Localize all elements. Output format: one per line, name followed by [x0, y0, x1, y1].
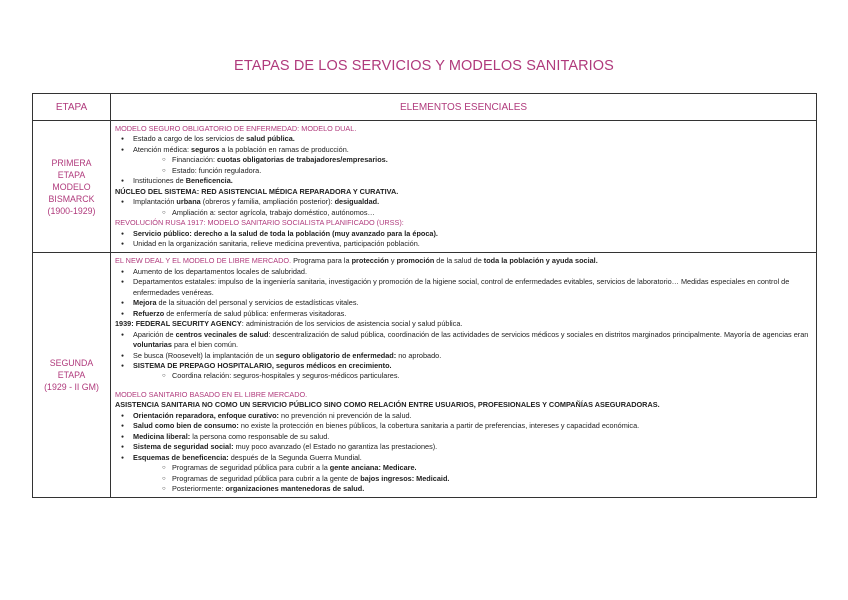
text-segment: la persona como responsable de su salud. — [190, 431, 330, 441]
text-segment: Estado: función reguladora. — [172, 165, 262, 175]
text-segment: Posteriormente: — [172, 483, 226, 493]
text-segment: Mejora — [133, 298, 157, 308]
text-segment: (obreros y familia, ampliación posterior): — [200, 197, 335, 207]
text-segment: Implantación — [133, 197, 177, 207]
section-line — [115, 390, 812, 400]
text-segment: Servicio público: derecho a la salud de toda la población (muy avanzado para la época). — [133, 228, 438, 238]
page-title: ETAPAS DE LOS SERVICIOS Y MODELOS SANITARIOS — [234, 58, 614, 74]
text-segment: Salud como bien de consumo: — [133, 421, 239, 431]
text-segment: REVOLUCIÓN RUSA 1917: MODELO SANITARIO SOCIALISTA PLANIFICADO (URSS): — [115, 218, 404, 228]
section-line — [115, 319, 812, 329]
bullet-item — [115, 421, 812, 431]
section-line — [115, 187, 812, 197]
bullet-item — [115, 229, 812, 239]
text-segment: muy poco avanzado (el Estado no garantiza las prestaciones). — [233, 442, 438, 452]
elements-cell — [111, 121, 817, 253]
text-segment: cuotas obligatorias de trabajadores/empresarios. — [217, 155, 388, 165]
text-segment: organizaciones mantenedoras de salud. — [225, 483, 365, 493]
bullet-item — [115, 361, 812, 371]
bullet-item — [115, 166, 812, 176]
text-segment: protección — [351, 256, 389, 266]
section-line — [115, 218, 812, 228]
text-segment: 1939: FEDERAL SECURITY AGENCY — [115, 319, 242, 329]
bullet-item — [115, 277, 812, 298]
stage-label-line: MODELO — [52, 181, 91, 192]
bullet-item — [115, 267, 812, 277]
bullet-item — [115, 411, 812, 421]
section-line — [115, 400, 812, 410]
text-segment: : administración de los servicios de asistencia social y salud pública. — [241, 319, 463, 329]
bullet-item — [115, 298, 812, 308]
text-segment: Programas de seguridad pública para cubrir a la — [172, 463, 330, 473]
bullet-item — [115, 453, 812, 463]
text-segment: y — [388, 256, 397, 266]
text-segment: : descentralización de salud pública, coordinación de las actividades de servicios médicos y sociales en distritos marginados principalmente. Mayoría de agencias eran — [268, 329, 809, 339]
text-segment: Programa para la — [291, 256, 352, 266]
bullet-item — [115, 134, 812, 144]
table-header-row — [33, 94, 817, 121]
text-segment: MODELO SEGURO OBLIGATORIO DE ENFERMEDAD: MODELO DUAL. — [115, 124, 357, 133]
text-segment: después de la Segunda Guerra Mundial. — [228, 452, 362, 462]
text-segment: Instituciones de — [133, 176, 186, 186]
text-segment: Atención médica: — [133, 144, 192, 154]
bullet-item — [115, 442, 812, 452]
stage-label-line: BISMARCK — [48, 193, 95, 204]
text-segment: gente anciana: Medicare. — [329, 463, 417, 473]
stage-label-line: ETAPA — [57, 370, 86, 381]
text-segment: Sistema de seguridad social: — [133, 442, 234, 452]
text-segment: Departamentos estatales: impulso de la ingeniería sanitaria, investigación y promoción de la higiene social, control de enfermedades evitables, servicios de laboratorio… Medidas especiales en control de enfermedades venéreas. — [133, 277, 790, 297]
header-stage: ETAPA — [33, 94, 111, 121]
text-segment: Se busca (Roosevelt) la implantación de un — [133, 350, 276, 360]
bullet-item — [115, 474, 812, 484]
section-line — [115, 124, 812, 134]
text-segment: urbana — [176, 197, 201, 207]
stage-label-line: PRIMERA — [51, 157, 92, 168]
text-segment: NÚCLEO DEL SISTEMA: RED ASISTENCIAL MÉDICA REPARADORA Y CURATIVA. — [115, 186, 399, 196]
stage-cell — [33, 121, 111, 253]
bullet-item — [115, 155, 812, 165]
text-segment: Ampliación a: sector agrícola, trabajo doméstico, autónomos… — [172, 207, 375, 217]
stages-table — [32, 93, 817, 498]
table-row — [33, 253, 817, 498]
table-row — [33, 121, 817, 253]
text-segment: Financiación: — [172, 155, 218, 165]
stage-label-line: (1929 - II GM) — [44, 382, 99, 393]
text-segment: Programas de seguridad pública para cubrir a la gente de — [172, 473, 361, 483]
bullet-item — [115, 309, 812, 319]
text-segment: Estado a cargo de los servicios de — [133, 134, 247, 144]
bullet-item — [115, 239, 812, 249]
bullet-item — [115, 432, 812, 442]
bullet-item — [115, 145, 812, 155]
text-segment: para el bien común. — [171, 340, 239, 350]
text-segment: voluntarias — [133, 340, 172, 350]
text-segment: ASISTENCIA SANITARIA NO COMO UN SERVICIO PÚBLICO SINO COMO RELACIÓN ENTRE USUARIOS, PROFESIONALES Y COMPAÑÍAS ASEGURADORAS. — [115, 400, 660, 410]
section-line — [115, 256, 812, 266]
spacer — [115, 382, 812, 390]
text-segment: toda la población y ayuda social. — [483, 256, 598, 266]
text-segment: centros vecinales de salud — [175, 329, 269, 339]
text-segment: salud pública. — [246, 134, 295, 144]
text-segment: Unidad en la organización sanitaria, relieve medicina preventiva, participación población. — [133, 238, 420, 248]
text-segment: SISTEMA DE PREPAGO HOSPITALARIO, seguros médicos en crecimiento. — [133, 360, 392, 370]
text-segment: Beneficencia. — [185, 176, 233, 186]
text-segment: Aparición de — [133, 329, 176, 339]
text-segment: de la situación del personal y servicios de estadísticas vitales. — [156, 298, 359, 308]
bullet-item — [115, 463, 812, 473]
text-segment: seguros — [191, 144, 220, 154]
text-segment: EL NEW DEAL Y EL MODELO DE LIBRE MERCADO. — [115, 256, 292, 266]
bullet-item — [115, 208, 812, 218]
text-segment: Refuerzo — [133, 308, 165, 318]
text-segment: no existe la protección en bienes públicos, la cobertura sanitaria a partir de preferencias, intereses y capacidad económica. — [238, 421, 640, 431]
bullet-item — [115, 176, 812, 186]
elements-cell — [111, 253, 817, 498]
stage-label-line: ETAPA — [57, 169, 86, 180]
text-segment: seguro obligatorio de enfermedad: — [275, 350, 397, 360]
text-segment: Coordina relación: seguros-hospitales y seguros-médicos particulares. — [172, 371, 400, 381]
text-segment: no aprobado. — [396, 350, 442, 360]
text-segment: Medicina liberal: — [133, 431, 191, 441]
bullet-item — [115, 197, 812, 207]
text-segment: Aumento de los departamentos locales de salubridad. — [133, 266, 308, 276]
bullet-item — [115, 484, 812, 494]
bullet-item — [115, 351, 812, 361]
stage-cell — [33, 253, 111, 498]
text-segment: Esquemas de beneficencia: — [133, 452, 229, 462]
text-segment: de la salud de — [434, 256, 484, 266]
text-segment: bajos ingresos: Medicaid. — [360, 473, 450, 483]
header-elements: ELEMENTOS ESENCIALES — [111, 94, 817, 121]
text-segment: a la población en ramas de producción. — [219, 144, 349, 154]
bullet-item — [115, 371, 812, 381]
stage-label-line: SEGUNDA — [49, 358, 94, 369]
text-segment: de enfermería de salud pública: enfermeras visitadoras. — [164, 308, 347, 318]
text-segment: desigualdad. — [334, 197, 380, 207]
text-segment: no prevención ni prevención de la salud. — [278, 410, 412, 420]
stage-label-line: (1900-1929) — [47, 205, 96, 216]
bullet-item — [115, 330, 812, 351]
text-segment: Orientación reparadora, enfoque curativo: — [133, 410, 279, 420]
text-segment: MODELO SANITARIO BASADO EN EL LIBRE MERCADO. — [115, 389, 308, 399]
text-segment: promoción — [396, 256, 435, 266]
